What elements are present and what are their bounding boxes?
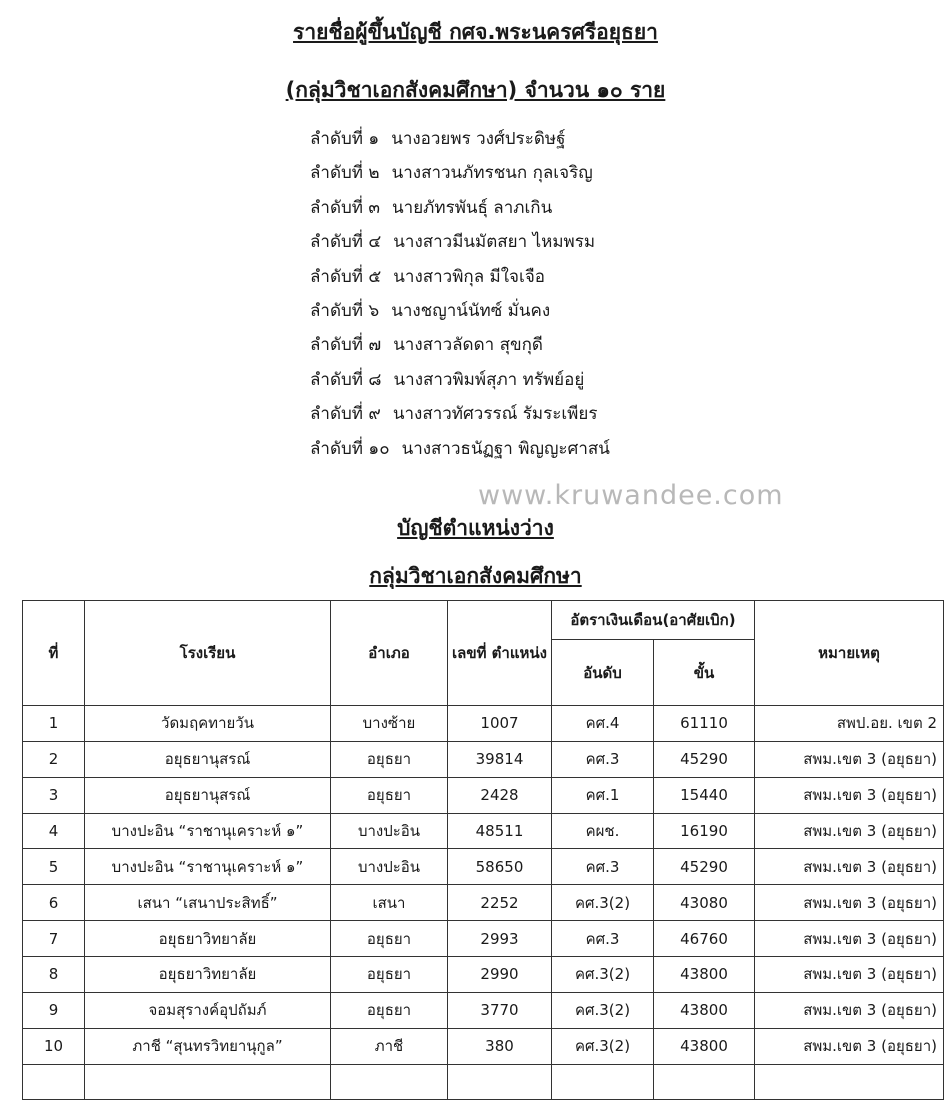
cell-school: ภาชี “สุนทรวิทยานุกูล” <box>85 1028 331 1064</box>
cell-note: สพม.เขต 3 (อยุธยา) <box>755 885 944 921</box>
cell-note: สพป.อย. เขต 2 <box>755 706 944 742</box>
cell-district: อยุธยา <box>331 777 448 813</box>
header-school: โรงเรียน <box>85 601 331 706</box>
candidate-order: ลำดับที่ ๓ <box>310 197 381 218</box>
table-row <box>23 921 944 957</box>
cell-step: 43800 <box>654 992 755 1028</box>
list-item <box>310 122 610 156</box>
cell-district: อยุธยา <box>331 992 448 1028</box>
cell-school: วัดมฤคทายวัน <box>85 706 331 742</box>
cell-position-no: 3770 <box>448 992 552 1028</box>
header-position-no: เลขที่ ตำแหน่ง <box>448 601 552 706</box>
cell-no: 2 <box>23 741 85 777</box>
cell-district: อยุธยา <box>331 921 448 957</box>
list-item <box>310 294 610 328</box>
candidate-name: นางสาวพิกุล มีใจเจือ <box>393 266 545 287</box>
cell-rank: คศ.3 <box>552 921 654 957</box>
vacancy-subtitle: กลุ่มวิชาเอกสังคมศึกษา <box>369 564 582 588</box>
cell-position-no: 2993 <box>448 921 552 957</box>
cell-note: สพม.เขต 3 (อยุธยา) <box>755 921 944 957</box>
cell-step: 46760 <box>654 921 755 957</box>
table-row <box>23 706 944 742</box>
cell-district: อยุธยา <box>331 957 448 993</box>
candidate-name: นางสาวนภัทรชนก กุลเจริญ <box>391 163 593 184</box>
cell-rank: คศ.3(2) <box>552 885 654 921</box>
cell-position-no: 1007 <box>448 706 552 742</box>
candidate-list <box>310 122 610 466</box>
cell-position-no: 2252 <box>448 885 552 921</box>
candidate-name: นางสาวลัดดา สุขกุดี <box>393 335 543 356</box>
header-district: อำเภอ <box>331 601 448 706</box>
cell-district: บางปะอิน <box>331 849 448 885</box>
cell-no: 4 <box>23 813 85 849</box>
candidate-order: ลำดับที่ ๑๐ <box>310 438 390 459</box>
table-row <box>23 813 944 849</box>
cell-school: บางปะอิน “ราชานุเคราะห์ ๑” <box>85 813 331 849</box>
watermark: www.kruwandee.com <box>478 480 784 511</box>
cell-school: อยุธยานุสรณ์ <box>85 777 331 813</box>
candidate-order: ลำดับที่ ๕ <box>310 266 382 287</box>
candidate-name: นางสาวธนัฏฐา พิญญะศาสน์ <box>401 438 610 459</box>
cell-position-no: 380 <box>448 1028 552 1064</box>
table-row <box>23 849 944 885</box>
cell-rank: คศ.1 <box>552 777 654 813</box>
cell-rank: คศ.4 <box>552 706 654 742</box>
cell-note: สพม.เขต 3 (อยุธยา) <box>755 1028 944 1064</box>
list-item <box>310 225 610 259</box>
cell-note: สพม.เขต 3 (อยุธยา) <box>755 957 944 993</box>
cell-no: 6 <box>23 885 85 921</box>
cell-district: บางซ้าย <box>331 706 448 742</box>
list-title: รายชื่อผู้ขึ้นบัญชี กศจ.พระนครศรีอยุธยา <box>293 20 658 44</box>
header-salary: อัตราเงินเดือน(อาศัยเบิก) <box>552 601 755 640</box>
cell-district: บางปะอิน <box>331 813 448 849</box>
empty-cell <box>552 1064 654 1099</box>
table-row-empty <box>23 1064 944 1099</box>
table-row <box>23 777 944 813</box>
cell-rank: คผช. <box>552 813 654 849</box>
cell-note: สพม.เขต 3 (อยุธยา) <box>755 741 944 777</box>
cell-no: 5 <box>23 849 85 885</box>
list-item <box>310 363 610 397</box>
table-row <box>23 957 944 993</box>
list-item <box>310 432 610 466</box>
candidate-order: ลำดับที่ ๘ <box>310 369 382 390</box>
cell-rank: คศ.3(2) <box>552 1028 654 1064</box>
cell-no: 7 <box>23 921 85 957</box>
empty-cell <box>755 1064 944 1099</box>
cell-position-no: 2990 <box>448 957 552 993</box>
list-item <box>310 397 610 431</box>
vacancy-table <box>22 600 944 1100</box>
cell-step: 61110 <box>654 706 755 742</box>
cell-rank: คศ.3 <box>552 849 654 885</box>
header-no: ที่ <box>23 601 85 706</box>
cell-step: 43800 <box>654 957 755 993</box>
candidate-order: ลำดับที่ ๗ <box>310 335 382 356</box>
list-item <box>310 156 610 190</box>
candidate-order: ลำดับที่ ๙ <box>310 404 381 425</box>
candidate-name: นางสาวมีนมัตสยา ไหมพรม <box>393 232 596 253</box>
cell-step: 43080 <box>654 885 755 921</box>
cell-no: 8 <box>23 957 85 993</box>
cell-step: 16190 <box>654 813 755 849</box>
cell-rank: คศ.3(2) <box>552 957 654 993</box>
cell-no: 1 <box>23 706 85 742</box>
candidate-name: นางชญาน์นัทซ์ มั่นคง <box>391 300 551 321</box>
candidate-name: นางอวยพร วงศ์ประดิษฐ์ <box>391 129 566 149</box>
cell-note: สพม.เขต 3 (อยุธยา) <box>755 992 944 1028</box>
cell-no: 10 <box>23 1028 85 1064</box>
cell-school: อยุธยาวิทยาลัย <box>85 957 331 993</box>
cell-step: 43800 <box>654 1028 755 1064</box>
list-subtitle: (กลุ่มวิชาเอกสังคมศึกษา) จำนวน ๑๐ ราย <box>285 78 666 102</box>
empty-cell <box>331 1064 448 1099</box>
cell-note: สพม.เขต 3 (อยุธยา) <box>755 813 944 849</box>
cell-no: 9 <box>23 992 85 1028</box>
cell-position-no: 48511 <box>448 813 552 849</box>
vacancy-title: บัญชีตำแหน่งว่าง <box>397 516 554 540</box>
cell-district: เสนา <box>331 885 448 921</box>
list-item <box>310 191 610 225</box>
list-item <box>310 328 610 362</box>
cell-step: 45290 <box>654 741 755 777</box>
empty-cell <box>448 1064 552 1099</box>
list-item <box>310 260 610 294</box>
empty-cell <box>85 1064 331 1099</box>
cell-school: อยุธยาวิทยาลัย <box>85 921 331 957</box>
cell-step: 15440 <box>654 777 755 813</box>
cell-position-no: 58650 <box>448 849 552 885</box>
cell-position-no: 39814 <box>448 741 552 777</box>
candidate-order: ลำดับที่ ๖ <box>310 300 380 321</box>
cell-school: จอมสุรางค์อุปถัมภ์ <box>85 992 331 1028</box>
cell-rank: คศ.3(2) <box>552 992 654 1028</box>
vacancy-table-body <box>23 706 944 1100</box>
table-row <box>23 1028 944 1064</box>
cell-no: 3 <box>23 777 85 813</box>
cell-note: สพม.เขต 3 (อยุธยา) <box>755 849 944 885</box>
candidate-name: นายภัทรพันธุ์ ลาภเกิน <box>392 197 553 218</box>
table-row <box>23 741 944 777</box>
cell-school: อยุธยานุสรณ์ <box>85 741 331 777</box>
candidate-order: ลำดับที่ ๑ <box>310 129 380 149</box>
header-step: ขั้น <box>654 640 755 706</box>
empty-cell <box>23 1064 85 1099</box>
cell-district: อยุธยา <box>331 741 448 777</box>
cell-rank: คศ.3 <box>552 741 654 777</box>
cell-school: บางปะอิน “ราชานุเคราะห์ ๑” <box>85 849 331 885</box>
cell-step: 45290 <box>654 849 755 885</box>
candidate-order: ลำดับที่ ๔ <box>310 232 382 253</box>
table-row <box>23 992 944 1028</box>
cell-district: ภาชี <box>331 1028 448 1064</box>
cell-school: เสนา “เสนาประสิทธิ์” <box>85 885 331 921</box>
empty-cell <box>654 1064 755 1099</box>
header-note: หมายเหตุ <box>755 601 944 706</box>
candidate-order: ลำดับที่ ๒ <box>310 163 380 184</box>
cell-note: สพม.เขต 3 (อยุธยา) <box>755 777 944 813</box>
header-rank: อันดับ <box>552 640 654 706</box>
candidate-name: นางสาวทัศวรรณ์ รัมระเพียร <box>392 404 598 425</box>
table-row <box>23 885 944 921</box>
candidate-name: นางสาวพิมพ์สุภา ทรัพย์อยู่ <box>393 369 585 390</box>
cell-position-no: 2428 <box>448 777 552 813</box>
